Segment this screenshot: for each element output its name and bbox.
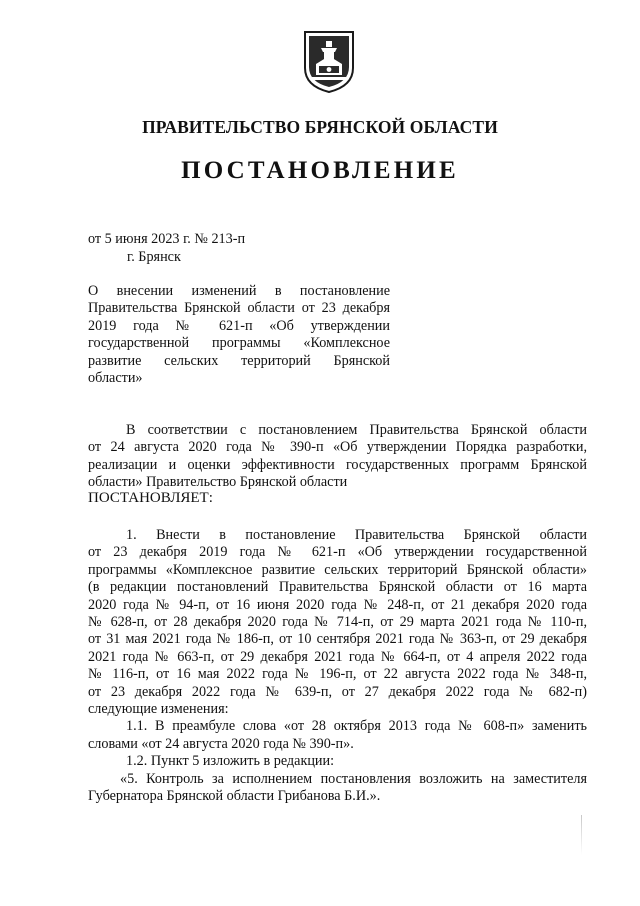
subject-line: развитие сельских территорий Брянской bbox=[88, 352, 390, 369]
subject-line: государственной программы «Комплексное bbox=[88, 335, 390, 352]
preamble-line: реализации и оценки эффективности государственных программ Брянской bbox=[88, 456, 587, 473]
preamble-line: области» Правительство Брянской области bbox=[88, 474, 348, 491]
item-1-line: 2020 года № 94-п, от 16 июня 2020 года № 248-п, от 21 декабря 2020 года bbox=[88, 596, 587, 613]
item-1-line: № 628-п, от 28 декабря 2020 года № 714-п, от 29 марта 2021 года № 110-п, bbox=[88, 614, 587, 630]
subject-line: 2019 года № 621-п «Об утверждении bbox=[88, 317, 390, 334]
decree-word: ПОСТАНОВЛЯЕТ: bbox=[88, 490, 213, 506]
item-1-line: следующие изменения: bbox=[88, 701, 229, 717]
item-1-line: программы «Комплексное развитие сельских территорий Брянской области» bbox=[88, 561, 587, 578]
item-1-line: от 23 декабря 2022 года № 639-п, от 27 декабря 2022 года № 682-п) bbox=[88, 683, 587, 700]
preamble-line: от 24 августа 2020 года № 390-п «Об утверждении Порядка разработки, bbox=[88, 439, 587, 456]
item-5-line: «5. Контроль за исполнением постановления возложить на заместителя bbox=[120, 770, 587, 787]
city: г. Брянск bbox=[127, 249, 181, 265]
item-1-line: 1. Внести в постановление Правительства Брянской области bbox=[126, 527, 587, 543]
item-1-line: № 116-п, от 16 мая 2022 года № 196-п, от 22 августа 2022 года № 348-п, bbox=[88, 666, 587, 683]
item-1-line: (в редакции постановлений Правительства Брянской области от 16 марта bbox=[88, 579, 587, 596]
item-1-line: от 31 мая 2021 года № 186-п, от 10 сентября 2021 года № 363-п, от 29 декабря bbox=[88, 631, 587, 648]
preamble-line: В соответствии с постановлением Правительства Брянской области bbox=[126, 422, 587, 438]
item-1-1-line: словами «от 24 августа 2020 года № 390-п». bbox=[88, 735, 354, 752]
item-1-line: от 23 декабря 2019 года № 621-п «Об утверждении государственной bbox=[88, 544, 587, 561]
organization-title: ПРАВИТЕЛЬСТВО БРЯНСКОЙ ОБЛАСТИ bbox=[142, 117, 498, 137]
item-1-line: 2021 года № 663-п, от 29 декабря 2021 года № 664-п, от 4 апреля 2022 года bbox=[88, 648, 587, 665]
subject-line: О внесении изменений в постановление bbox=[88, 283, 390, 299]
subject-line: области» bbox=[88, 370, 143, 386]
bryansk-oblast-coat-of-arms-icon bbox=[302, 30, 356, 94]
item-1-2-line: 1.2. Пункт 5 изложить в редакции: bbox=[126, 753, 335, 770]
item-5-line: Губернатора Брянской области Грибанова Б.И.». bbox=[88, 788, 381, 804]
subject-line: Правительства Брянской области от 23 декабря bbox=[88, 300, 390, 317]
document-type-title: ПОСТАНОВЛЕНИЕ bbox=[181, 157, 459, 184]
item-1-1-line: 1.1. В преамбуле слова «от 28 октября 2013 года № 608-п» заменить bbox=[126, 718, 587, 735]
date-and-number: от 5 июня 2023 г. № 213-п bbox=[88, 231, 246, 247]
scan-artifact-line bbox=[581, 815, 582, 855]
